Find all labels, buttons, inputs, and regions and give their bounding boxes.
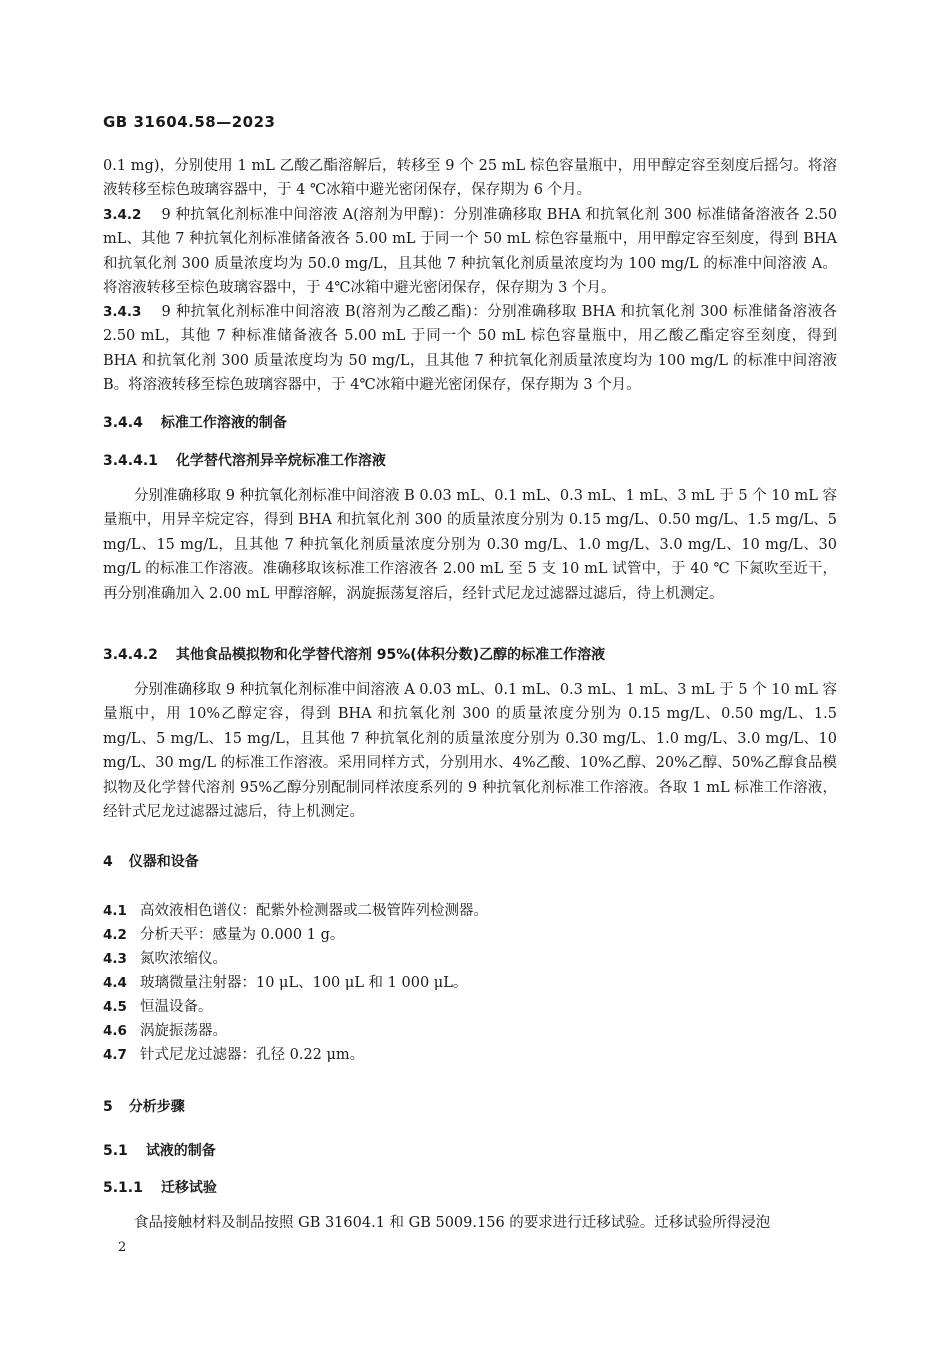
heading-5-1-1: [103, 1177, 217, 1197]
equipment-item: [103, 1019, 227, 1040]
item-text: 氮吹浓缩仪。: [140, 951, 227, 967]
paragraph-5-1-1: 食品接触材料及制品按照 GB 31604.1 和 GB 5009.156 的要求进行迁移试验。迁移试验所得浸泡: [134, 1215, 771, 1231]
heading-3-4-4-2: [103, 644, 605, 664]
item-text: 玻璃微量注射器：10 μL、100 μL 和 1 000 μL。: [140, 975, 468, 991]
item-text: 高效液相色谱仪：配紫外检测器或二极管阵列检测器。: [140, 903, 488, 919]
heading-title: 分析步骤: [128, 1099, 185, 1115]
heading-number: 5.1.1: [103, 1180, 143, 1196]
item-text: 分析天平：感量为 0.000 1 g。: [140, 927, 345, 943]
equipment-item: [103, 899, 488, 920]
heading-number: 4: [103, 854, 113, 870]
equipment-item: [103, 971, 467, 992]
heading-number: 5: [103, 1099, 113, 1115]
clause-number: 3.4.2: [103, 207, 142, 223]
paragraph-continued: 0.1 mg)，分别使用 1 mL 乙酸乙酯溶解后，转移至 9 个 25 mL 棕色容量瓶中，用甲醇定容至刻度后摇匀。将溶液转移至棕色玻璃容器中，于 4 ℃冰箱中避光密闭保存，保存期为 6 个月。: [103, 158, 837, 199]
clause-3-4-3: [103, 300, 837, 398]
heading-title: 其他食品模拟物和化学替代溶剂 95%(体积分数)乙醇的标准工作溶液: [175, 647, 606, 663]
paragraph-3-4-4-2: 分别准确移取 9 种抗氧化剂标准中间溶液 A 0.03 mL、0.1 mL、0.3 mL、1 mL、3 mL 于 5 个 10 mL 容量瓶中，用 10%乙醇定容，得到 BHA 和抗氧化剂 300 的质量浓度分别为 0.15 mg/L、0.50 mg/L、1.5 mg/L、5 mg/L、15 mg/L，且其他 7 种抗氧化剂的质量浓度分别为 0.30 mg/L、1.0 mg/L、3.0 mg/L、10 mg/L、30 mg/L 的标准工作溶液。采用同样方式，分别用水、4%乙酸、10%乙醇、20%乙醇、50%乙醇食品模拟物及化学替代溶剂 95%乙醇分别配制同样浓度系列的 9 种抗氧化剂标准工作溶液。各取 1 mL 标准工作溶液，经针式尼龙过滤器过滤后，待上机测定。: [103, 682, 837, 821]
item-number: 4.7: [103, 1047, 127, 1063]
equipment-item: [103, 1043, 364, 1064]
item-number: 4.2: [103, 927, 127, 943]
item-text: 针式尼龙过滤器：孔径 0.22 μm。: [140, 1047, 365, 1063]
heading-title: 迁移试验: [160, 1180, 217, 1196]
item-text: 恒温设备。: [140, 999, 213, 1015]
heading-number: 3.4.4: [103, 415, 143, 431]
heading-title: 仪器和设备: [128, 854, 199, 870]
heading-5: [103, 1096, 185, 1116]
page-number: 2: [118, 1240, 127, 1255]
item-number: 4.6: [103, 1023, 127, 1039]
heading-title: 标准工作溶液的制备: [160, 415, 287, 431]
heading-3-4-4: [103, 412, 287, 432]
heading-title: 试液的制备: [145, 1143, 216, 1159]
clause-text: 9 种抗氧化剂标准中间溶液 A(溶剂为甲醇)：分别准确移取 BHA 和抗氧化剂 300 标准储备溶液各 2.50 mL、其他 7 种抗氧化剂标准储备液各 5.00 mL 于同一个 50 mL 棕色容量瓶中，用甲醇定容至刻度，得到 BHA 和抗氧化剂 300 质量浓度均为 50.0 mg/L，且其他 7 种抗氧化剂质量浓度均为 100 mg/L 的标准中间溶液 A。将溶液转移至棕色玻璃容器中，于 4℃冰箱中避光密闭保存，保存期为 3 个月。: [103, 207, 837, 297]
equipment-item: [103, 995, 213, 1016]
heading-number: 5.1: [103, 1143, 128, 1159]
item-number: 4.4: [103, 975, 127, 991]
heading-4: [103, 851, 199, 871]
item-text: 涡旋振荡器。: [140, 1023, 227, 1039]
heading-number: 3.4.4.2: [103, 647, 158, 663]
heading-5-1: [103, 1140, 216, 1160]
heading-title: 化学替代溶剂异辛烷标准工作溶液: [175, 453, 386, 469]
paragraph-3-4-4-1: 分别准确移取 9 种抗氧化剂标准中间溶液 B 0.03 mL、0.1 mL、0.3 mL、1 mL、3 mL 于 5 个 10 mL 容量瓶中，用异辛烷定容，得到 BHA 和抗氧化剂 300 的质量浓度分别为 0.15 mg/L、0.50 mg/L、1.5 mg/L、5 mg/L、15 mg/L，且其他 7 种抗氧化剂质量浓度分别为 0.30 mg/L、1.0 mg/L、3.0 mg/L、10 mg/L、30 mg/L 的标准工作溶液。准确移取该标准工作溶液各 2.00 mL 至 5 支 10 mL 试管中，于 40 ℃ 下氮吹至近干，再分别准确加入 2.00 mL 甲醇溶解，涡旋振荡复溶后，经针式尼龙过滤器过滤后，待上机测定。: [103, 488, 837, 602]
heading-number: 3.4.4.1: [103, 453, 158, 469]
item-number: 4.3: [103, 951, 127, 967]
equipment-item: [103, 923, 344, 944]
clause-text: 9 种抗氧化剂标准中间溶液 B(溶剂为乙酸乙酯)：分别准确移取 BHA 和抗氧化剂 300 标准储备溶液各 2.50 mL，其他 7 种标准储备液各 5.00 mL 于同一个 50 mL 棕色容量瓶中，用乙酸乙酯定容至刻度，得到 BHA 和抗氧化剂 300 质量浓度均为 50 mg/L，且其他 7 种抗氧化剂质量浓度均为 100 mg/L 的标准中间溶液 B。将溶液转移至棕色玻璃容器中，于 4℃冰箱中避光密闭保存，保存期为 3 个月。: [103, 304, 837, 394]
clause-number: 3.4.3: [103, 304, 142, 320]
heading-3-4-4-1: [103, 450, 386, 470]
item-number: 4.5: [103, 999, 127, 1015]
item-number: 4.1: [103, 903, 127, 919]
standard-code-header: GB 31604.58—2023: [103, 113, 276, 131]
clause-3-4-2: [103, 203, 837, 301]
equipment-item: [103, 947, 227, 968]
